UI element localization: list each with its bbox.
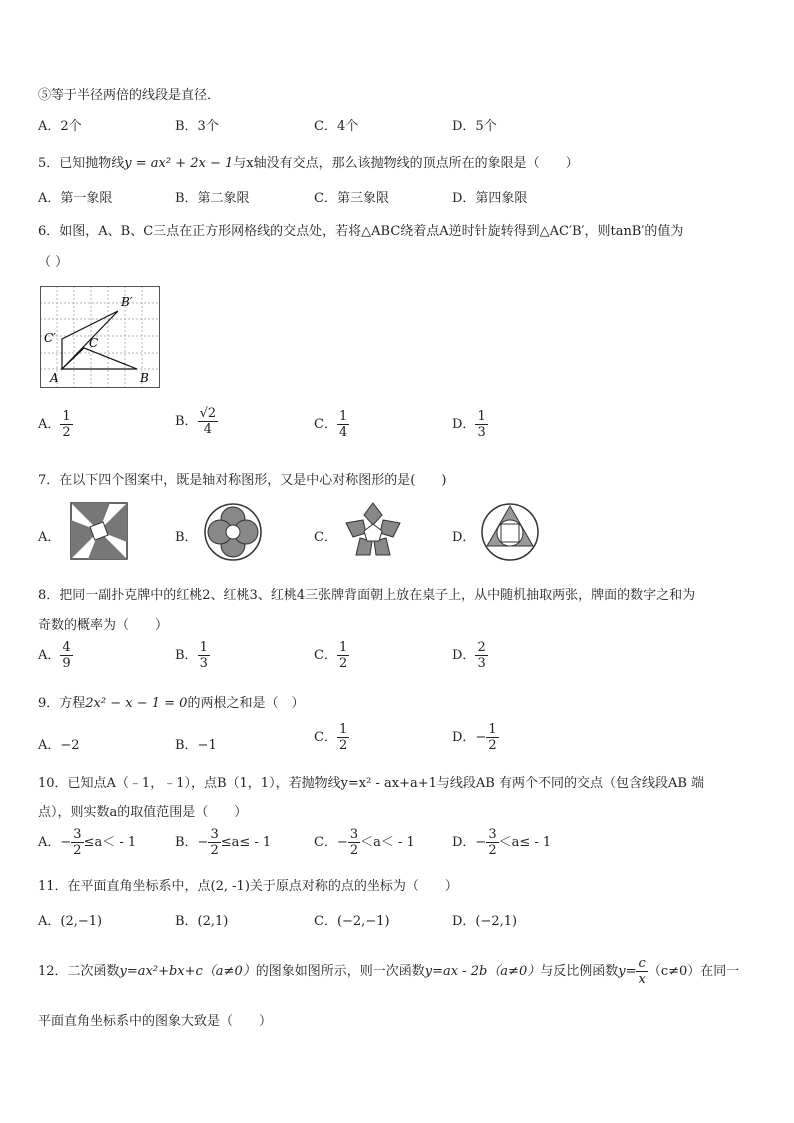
question-6-line1: 6．如图，A、B、C三点在正方形网格线的交点处，若将△ABC绕着点A逆时针旋转得到△AC′B′，则tanB′的值为 <box>38 224 684 239</box>
question-6-line2: （ ） <box>38 255 69 270</box>
question-12-line2: 平面直角坐标系中的图象大致是（ ） <box>38 1014 273 1029</box>
question-7: 7．在以下四个图案中，既是轴对称图形，又是中心对称图形的是( ) <box>38 473 447 488</box>
q8-option-b: B． $\frac{1}{3}$ <box>175 640 208 671</box>
q11-option-c: C．(−2,−1) <box>314 914 390 929</box>
option-d: D．5个 <box>452 119 497 134</box>
q5-prefix: 5．已知抛物线 <box>38 156 125 171</box>
pattern-b-image <box>203 502 263 562</box>
q6-option-b: B． $\frac{√2}{4}$ <box>175 406 217 437</box>
q10-option-a: A．− $\frac{3}{2}$ ≤a＜ - 1 <box>38 827 137 858</box>
q6-option-d: D． $\frac{1}{3}$ <box>452 409 486 440</box>
pattern-a-image <box>70 500 128 560</box>
q5-suffix: 与x轴没有交点，那么该抛物线的顶点所在的象限是（ ） <box>233 156 579 171</box>
q5-option-b: B．第二象限 <box>175 191 250 206</box>
option-a: A．2个 <box>38 119 82 134</box>
q11-option-d: D．(−2,1) <box>452 914 518 929</box>
question-10-line1: 10．已知点A（﹣1，﹣1），点B（1，1），若抛物线y=x² - ax+a+1与线段AB 有两个不同的交点（包含线段AB 端 <box>38 776 705 791</box>
q11-option-b: B．(2,1) <box>175 914 229 929</box>
label-c-prime: C′ <box>44 331 56 345</box>
q5-option-c: C．第三象限 <box>314 191 389 206</box>
q9-option-d: D．− $\frac{1}{2}$ <box>452 722 497 753</box>
q5-formula: y = ax² + 2x − 1 <box>124 156 234 171</box>
question-11: 11．在平面直角坐标系中，点(2, -1)关于原点对称的点的坐标为（ ） <box>38 879 458 894</box>
question-8-line2: 奇数的概率为（ ） <box>38 618 169 633</box>
q5-option-d: D．第四象限 <box>452 191 528 206</box>
label-b-prime: B′ <box>121 295 133 309</box>
pattern-d-image <box>480 502 540 562</box>
option-b: B．3个 <box>175 119 219 134</box>
q7-option-b-label: B． <box>175 530 198 545</box>
question-9: 9．方程2x² − x − 1 = 0的两根之和是（ ） <box>38 696 305 711</box>
question-5 <box>38 152 579 171</box>
question-8-line1: 8．把同一副扑克牌中的红桃2、红桃3、红桃4三张牌背面朝上放在桌子上，从中随机抽取两张，牌面的数字之和为 <box>38 588 696 603</box>
q5-option-a: A．第一象限 <box>38 191 113 206</box>
q6-option-a: A． $\frac{1}{2}$ <box>38 409 71 440</box>
q10-option-c: C．− $\frac{3}{2}$ ＜a＜ - 1 <box>314 827 415 858</box>
pattern-c-image <box>342 500 404 562</box>
q7-option-a-label: A． <box>38 530 61 545</box>
statement-5: ⑤等于半径两倍的线段是直径． <box>38 88 221 103</box>
q8-option-c: C． $\frac{1}{2}$ <box>314 640 348 671</box>
q10-option-d: D．− $\frac{3}{2}$ ＜a≤ - 1 <box>452 827 552 858</box>
q10-option-b: B．− $\frac{3}{2}$ ≤a≤ - 1 <box>175 827 272 858</box>
q11-option-a: A．(2,−1) <box>38 914 103 929</box>
q9-option-a: A．−2 <box>38 738 80 753</box>
label-c: C <box>89 336 99 350</box>
label-a: A <box>50 371 59 385</box>
q8-option-a: A． $\frac{4}{9}$ <box>38 640 71 671</box>
q6-grid-figure <box>40 286 162 390</box>
question-12-line1: 12．二次函数y=ax²+bx+c（a≠0）的图象如图所示，则一次函数y=ax - 2b（a≠0）与反比例函数y= $\frac{c}{x}$ （c≠0）在同一 <box>38 956 740 987</box>
q6-option-c: C． $\frac{1}{4}$ <box>314 409 348 440</box>
q7-option-d-label: D． <box>452 530 476 545</box>
q9-option-b: B．−1 <box>175 738 217 753</box>
option-c: C．4个 <box>314 119 359 134</box>
q9-option-c: C． $\frac{1}{2}$ <box>314 722 348 753</box>
label-b: B <box>140 371 149 385</box>
question-10-line2: 点），则实数a的取值范围是（ ） <box>38 805 248 820</box>
q7-option-c-label: C． <box>314 530 337 545</box>
q8-option-d: D． $\frac{2}{3}$ <box>452 640 486 671</box>
